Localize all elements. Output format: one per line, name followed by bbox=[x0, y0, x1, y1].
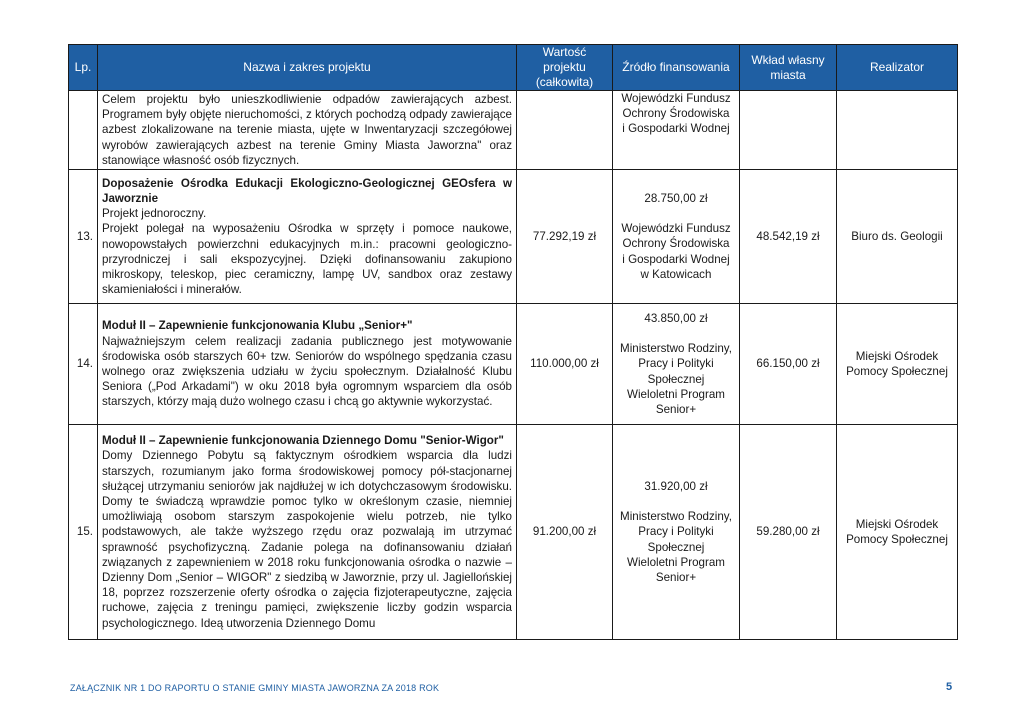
project-title: Moduł II – Zapewnienie funkcjonowania Klubu „Senior+" bbox=[102, 319, 413, 333]
spacer bbox=[617, 494, 735, 509]
description-paragraph: Domy Dziennego Pobytu są faktycznym ośrodkiem wsparcia dla ludzi starszych, rozumianym jako forma środowiskowej pomocy pół-stacjonarnej służącej utrzymaniu seniorów jak najdłużej w ich dotychczasowym środowisku. Domy te świadczą wprawdzie pomoc tylko w określonym czasie, niemniej umożliwiają osobom starszym zaspokojenie wielu potrzeb, nie tylko podstawowych, ale także wyższego rzędu oraz pozwalają im utrzymać sprawność psychofizyczną. Zadanie polega na dofinansowaniu działań związanych z zapewnieniem w 2018 roku funkcjonowania ośrodka o nazwie – Dzienny Dom „Senior – WIGOR" z siedzibą w Jaworznie, przy ul. Jagiellońskiej 18, poprzez rozszerzenie oferty ośrodka o zajęcia fizjoterapeutyczne, zajęcia ruchowe, zajęcia z treningu pamięci, zwiększenie liczby godzin wsparcia psychologicznego. Ideą utworzenia Dziennego Domu bbox=[102, 449, 512, 630]
source-line: Ministerstwo Rodziny, bbox=[620, 342, 732, 356]
description-paragraph: Projekt jednoroczny. bbox=[102, 207, 207, 221]
cell-source bbox=[613, 170, 740, 304]
description-paragraph: Celem projektu było unieszkodliwienie odpadów zawierających azbest. Programem były objęte nieruchomości, z których pochodzą odpady zawierające azbest zlokalizowane na terenie miasta, ujęte w Inwentaryzacji szczegółowej wyrobów zawierających azbest na terenie Gminy Miasta Jaworzna" oraz stanowiące własność osób fizycznych. bbox=[102, 92, 512, 167]
header-realizer: Realizator bbox=[837, 45, 958, 91]
cell-source bbox=[613, 425, 740, 640]
cell-realizer: Miejski Ośrodek Pomocy Społecznej bbox=[837, 304, 958, 425]
cell-lp bbox=[69, 91, 98, 170]
cell-source bbox=[613, 91, 740, 170]
page-number: 5 bbox=[946, 681, 953, 693]
source-amount: 28.750,00 zł bbox=[644, 191, 708, 205]
projects-table bbox=[68, 44, 958, 640]
source-line: i Gospodarki Wodnej bbox=[622, 252, 730, 266]
source-line: Pracy i Polityki bbox=[638, 357, 714, 371]
source-line: Wieloletni Program bbox=[627, 555, 725, 569]
source-line: w Katowicach bbox=[640, 267, 712, 281]
source-line: Senior+ bbox=[655, 570, 697, 584]
table-header-row bbox=[69, 45, 958, 91]
cell-lp: 15. bbox=[69, 425, 98, 640]
cell-lp: 14. bbox=[69, 304, 98, 425]
source-line: Ochrony Środowiska bbox=[622, 237, 730, 251]
source-line: Wojewódzki Fundusz bbox=[621, 92, 731, 105]
cell-own-contribution: 48.542,19 zł bbox=[740, 170, 837, 304]
source-line: Społecznej bbox=[647, 540, 705, 554]
project-title: Doposażenie Ośrodka Edukacji Ekologiczno-Geologicznej GEOsfera w Jaworznie bbox=[102, 176, 512, 205]
cell-source bbox=[613, 304, 740, 425]
table-row bbox=[69, 91, 958, 170]
table-row bbox=[69, 425, 958, 640]
source-line: Wieloletni Program bbox=[627, 387, 725, 401]
cell-realizer: Miejski Ośrodek Pomocy Społecznej bbox=[837, 425, 958, 640]
cell-description bbox=[98, 170, 517, 304]
header-value: Wartość projektu (całkowita) bbox=[517, 45, 613, 91]
table-row bbox=[69, 170, 958, 304]
source-amount: 43.850,00 zł bbox=[644, 311, 708, 325]
cell-description bbox=[98, 425, 517, 640]
source-line: Pracy i Polityki bbox=[638, 525, 714, 539]
source-line: Senior+ bbox=[655, 402, 697, 416]
header-lp: Lp. bbox=[69, 45, 98, 91]
header-source: Źródło finansowania bbox=[613, 45, 740, 91]
spacer bbox=[617, 206, 735, 221]
cell-value bbox=[517, 91, 613, 170]
source-line: Wojewódzki Fundusz bbox=[621, 222, 731, 236]
cell-description bbox=[98, 91, 517, 170]
cell-value: 91.200,00 zł bbox=[517, 425, 613, 640]
description-paragraph: Najważniejszym celem realizacji zadania publicznego jest motywowanie środowiska osób starszych 60+ tzw. Seniorów do wspólnego spędzania czasu wolnego oraz zwiększenia udziału w życiu społecznym. Działalność Klubu Seniora („Pod Arkadami") w oku 2018 była ogromnym wsparciem dla osób starszych, którzy mają dużo wolnego czasu i chcą go aktywnie wykorzystać. bbox=[102, 334, 512, 409]
cell-own-contribution: 66.150,00 zł bbox=[740, 304, 837, 425]
source-line: Ministerstwo Rodziny, bbox=[620, 510, 732, 524]
cell-own-contribution: 59.280,00 zł bbox=[740, 425, 837, 640]
source-line: Ochrony Środowiska bbox=[622, 107, 730, 121]
cell-realizer: Biuro ds. Geologii bbox=[837, 170, 958, 304]
table-row bbox=[69, 304, 958, 425]
cell-description bbox=[98, 304, 517, 425]
project-title: Moduł II – Zapewnienie funkcjonowania Dziennego Domu "Senior-Wigor" bbox=[102, 434, 504, 448]
cell-value: 77.292,19 zł bbox=[517, 170, 613, 304]
header-name: Nazwa i zakres projektu bbox=[98, 45, 517, 91]
spacer bbox=[617, 326, 735, 341]
source-line: i Gospodarki Wodnej bbox=[622, 122, 730, 136]
cell-lp: 13. bbox=[69, 170, 98, 304]
header-own-contribution: Wkład własny miasta bbox=[740, 45, 837, 91]
source-line: Społecznej bbox=[647, 372, 705, 386]
cell-realizer bbox=[837, 91, 958, 170]
cell-value: 110.000,00 zł bbox=[517, 304, 613, 425]
description-paragraph: Projekt polegał na wyposażeniu Ośrodka w sprzęty i pomoce naukowe, nowopowstałych powierzchni edukacyjnych m.in.: pracowni geologiczno-przyrodniczej i sali ekspozycyjnej. Dzięki dofinansowaniu zakupiono mikroskopy, teleskop, piec ceramiczny, lampę UV, sandbox oraz zestawy skamieniałości i minerałów. bbox=[102, 222, 512, 297]
source-amount: 31.920,00 zł bbox=[644, 479, 708, 493]
footer-title: ZAŁĄCZNIK NR 1 DO RAPORTU O STANIE GMINY MIASTA JAWORZNA ZA 2018 ROK bbox=[70, 683, 440, 693]
cell-own-contribution bbox=[740, 91, 837, 170]
